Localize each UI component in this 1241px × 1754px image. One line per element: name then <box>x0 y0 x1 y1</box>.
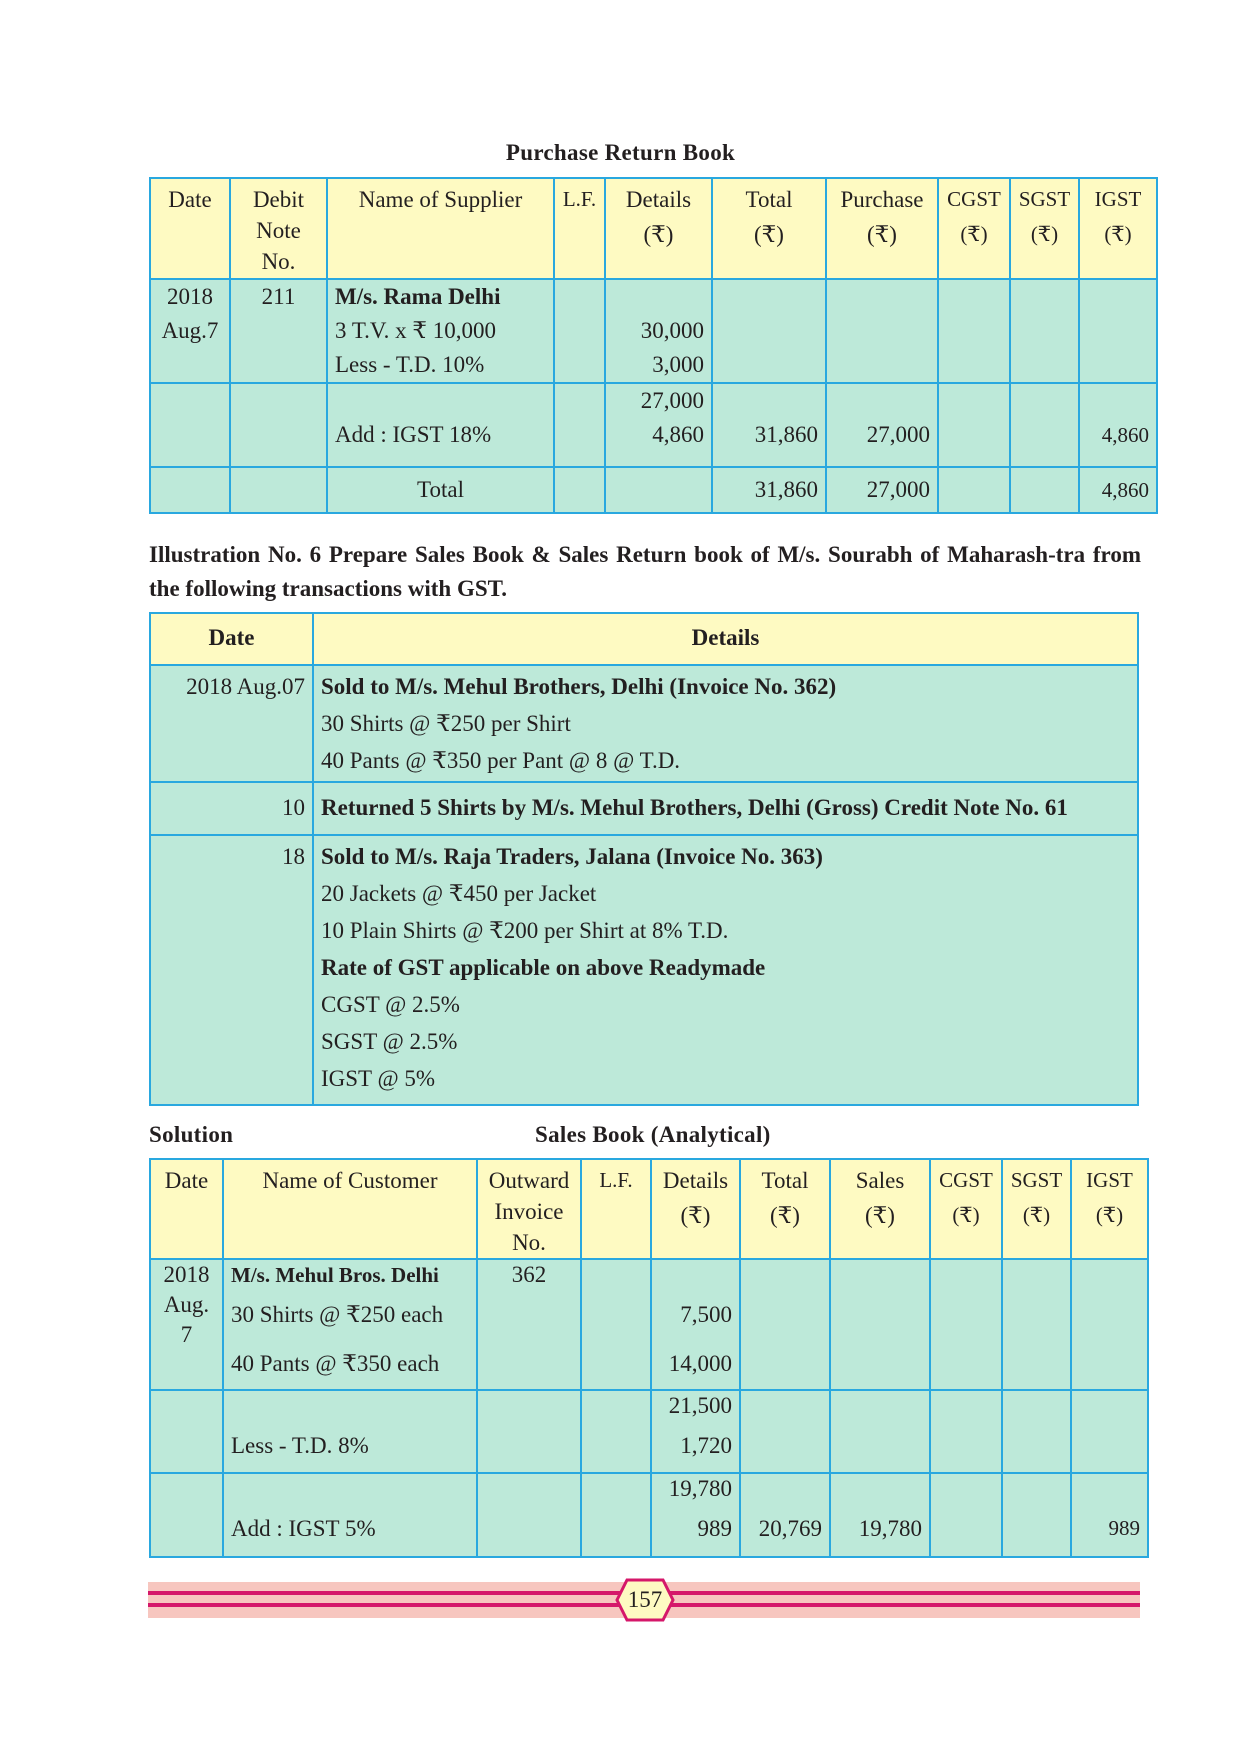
illustration-text: Illustration No. 6 Prepare Sales Book & Sales Return book of M/s. Sourabh of Maharash-tra from the following transactions with GST. <box>149 542 1141 601</box>
entry-details: Returned 5 Shirts by M/s. Mehul Brothers, Delhi (Gross) Credit Note No. 61 <box>313 782 1138 835</box>
sales-book-table <box>149 1158 1149 1558</box>
igst-cell: 4,860 <box>1079 467 1157 513</box>
table-row <box>150 383 1157 467</box>
details-cell: 21,500 1,720 <box>651 1390 740 1473</box>
sales-cell: 19,780 <box>830 1473 930 1557</box>
entry-date: 2018 Aug. 7 <box>150 1259 223 1390</box>
col-invoice: Outward Invoice No. <box>477 1159 581 1259</box>
page-number-badge <box>615 1578 675 1622</box>
table-row <box>150 1473 1148 1557</box>
transactions-table <box>149 612 1139 1106</box>
invoice-no: 362 <box>477 1259 581 1390</box>
col-date: Date <box>150 613 313 665</box>
supplier-entry: M/s. Rama Delhi 3 T.V. x ₹ 10,000 Less - T.D. 10% <box>327 279 554 383</box>
table-header-row <box>150 613 1138 665</box>
table-row <box>150 1390 1148 1473</box>
col-customer: Name of Customer <box>223 1159 477 1259</box>
total-row <box>150 467 1157 513</box>
col-lf: L.F. <box>581 1159 651 1259</box>
entry-details: Sold to M/s. Raja Traders, Jalana (Invoice No. 363) 20 Jackets @ ₹450 per Jacket 10 Plain Shirts @ ₹200 per Shirt at 8% T.D. Rate of GST applicable on above Readymade CGST @ 2.5% SGST @ 2.5% IGST @ 5% <box>313 835 1138 1105</box>
table-row <box>150 835 1138 1105</box>
col-sgst: SGST (₹) <box>1010 178 1079 279</box>
purchase-return-title: Purchase Return Book <box>505 140 736 165</box>
col-purchase: Purchase (₹) <box>826 178 938 279</box>
lf-cell <box>554 279 605 383</box>
col-cgst: CGST (₹) <box>930 1159 1002 1259</box>
add-igst-label: Add : IGST 18% <box>327 383 554 467</box>
table-header-row <box>150 178 1157 279</box>
col-details: Details <box>313 613 1138 665</box>
col-cgst: CGST (₹) <box>938 178 1010 279</box>
table-row <box>150 1259 1148 1390</box>
entry-details: Sold to M/s. Mehul Brothers, Delhi (Invoice No. 362) 30 Shirts @ ₹250 per Shirt 40 Pants @ ₹350 per Pant @ 8 @ T.D. <box>313 665 1138 782</box>
entry-date: 2018 Aug.07 <box>150 665 313 782</box>
table-row <box>150 279 1157 383</box>
debit-note-no: 211 <box>230 279 327 383</box>
table-row <box>150 665 1138 782</box>
table-header-row <box>150 1159 1148 1259</box>
entry-date: 2018 Aug.7 <box>150 279 230 383</box>
col-sales: Sales (₹) <box>830 1159 930 1259</box>
customer-entry: M/s. Mehul Bros. Delhi 30 Shirts @ ₹250 each 40 Pants @ ₹350 each <box>223 1259 477 1390</box>
total-cell: 31,860 <box>712 383 826 467</box>
igst-cell: 4,860 <box>1079 383 1157 467</box>
col-details: Details (₹) <box>651 1159 740 1259</box>
solution-label: Solution <box>149 1122 234 1147</box>
col-lf: L.F. <box>554 178 605 279</box>
purchase-cell: 27,000 <box>826 383 938 467</box>
igst-cell: 989 <box>1071 1473 1148 1557</box>
col-total: Total (₹) <box>712 178 826 279</box>
col-date: Date <box>150 1159 223 1259</box>
col-details: Details (₹) <box>605 178 712 279</box>
entry-date: 18 <box>150 835 313 1105</box>
details-cell: 19,780 989 <box>651 1473 740 1557</box>
col-sgst: SGST (₹) <box>1002 1159 1071 1259</box>
details-cell: 7,500 14,000 <box>651 1259 740 1390</box>
total-cell: 20,769 <box>740 1473 830 1557</box>
total-label: Total <box>327 467 554 513</box>
col-supplier: Name of Supplier <box>327 178 554 279</box>
less-td-label: Less - T.D. 8% <box>223 1390 477 1473</box>
details-cell: 27,000 4,860 <box>605 383 712 467</box>
col-debit-note: Debit Note No. <box>230 178 327 279</box>
col-igst: IGST (₹) <box>1071 1159 1148 1259</box>
entry-date: 10 <box>150 782 313 835</box>
total-cell: 31,860 <box>712 467 826 513</box>
col-date: Date <box>150 178 230 279</box>
page-number: 157 <box>627 1587 663 1612</box>
table-row <box>150 782 1138 835</box>
add-igst-label: Add : IGST 5% <box>223 1473 477 1557</box>
purchase-cell: 27,000 <box>826 467 938 513</box>
col-igst: IGST (₹) <box>1079 178 1157 279</box>
details-cell: 30,000 3,000 <box>605 279 712 383</box>
sales-book-title: Sales Book (Analytical) <box>535 1122 771 1147</box>
col-total: Total (₹) <box>740 1159 830 1259</box>
purchase-return-table <box>149 177 1158 514</box>
